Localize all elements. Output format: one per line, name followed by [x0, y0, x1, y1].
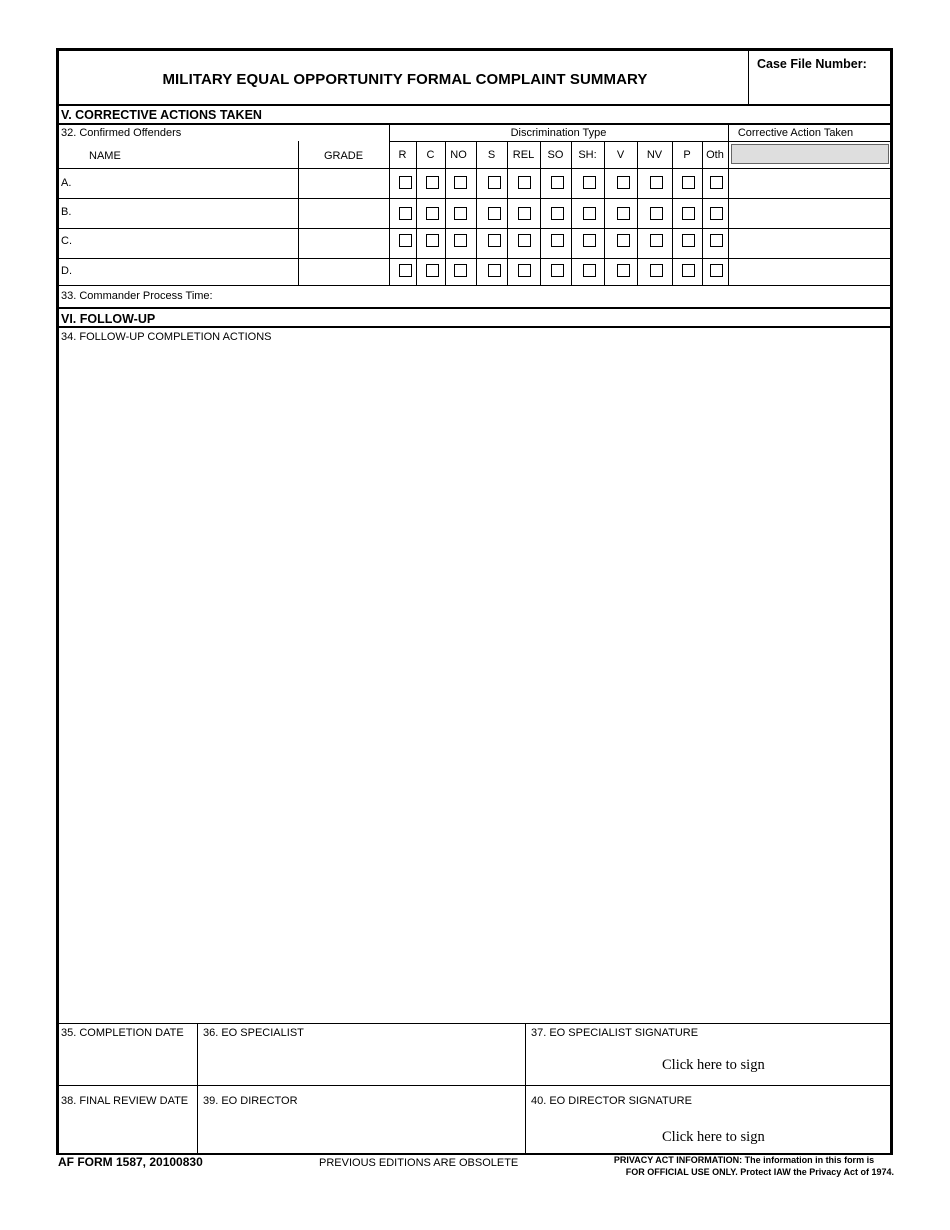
- discrimination-type-label: Discrimination Type: [510, 127, 607, 139]
- offender-name-input[interactable]: [78, 260, 296, 284]
- discrimination-checkbox-rel[interactable]: [518, 234, 531, 247]
- commander-process-time-label: 33. Commander Process Time:: [61, 290, 213, 302]
- eo-specialist-input[interactable]: [200, 1043, 523, 1083]
- offender-row-label-b: B.: [61, 206, 72, 218]
- final-review-date-input[interactable]: [60, 1111, 195, 1153]
- discrimination-checkbox-p[interactable]: [682, 176, 695, 189]
- completion-date-label: 35. COMPLETION DATE: [61, 1027, 184, 1039]
- discrimination-checkbox-c[interactable]: [426, 207, 439, 220]
- corrective-action-input[interactable]: [730, 230, 889, 257]
- form-number: AF FORM 1587, 20100830: [58, 1155, 203, 1169]
- corrective-action-input[interactable]: [730, 200, 889, 227]
- discrimination-checkbox-r[interactable]: [399, 176, 412, 189]
- previous-editions-notice: PREVIOUS EDITIONS ARE OBSOLETE: [319, 1157, 519, 1169]
- offender-grade-input[interactable]: [300, 200, 388, 227]
- discrimination-checkbox-s[interactable]: [488, 176, 501, 189]
- discrimination-checkbox-no[interactable]: [454, 264, 467, 277]
- eo-specialist-label: 36. EO SPECIALIST: [203, 1027, 304, 1039]
- discrimination-checkbox-r[interactable]: [399, 264, 412, 277]
- privacy-act-line-2: FOR OFFICIAL USE ONLY. Protect IAW the Privacy Act of 1974.: [625, 1167, 894, 1177]
- section-vi-heading: VI. FOLLOW-UP: [61, 312, 156, 326]
- discrimination-checkbox-s[interactable]: [488, 234, 501, 247]
- follow-up-actions-textarea[interactable]: [60, 346, 889, 1020]
- discrimination-checkbox-rel[interactable]: [518, 176, 531, 189]
- offender-grade-input[interactable]: [300, 260, 388, 284]
- type-header-s: S: [487, 149, 496, 161]
- discrimination-checkbox-nv[interactable]: [650, 234, 663, 247]
- offender-name-input[interactable]: [78, 170, 296, 197]
- follow-up-actions-label: 34. FOLLOW-UP COMPLETION ACTIONS: [61, 331, 272, 343]
- type-header-rel: REL: [512, 149, 535, 161]
- discrimination-checkbox-rel[interactable]: [518, 207, 531, 220]
- discrimination-checkbox-so[interactable]: [551, 176, 564, 189]
- form-title: MILITARY EQUAL OPPORTUNITY FORMAL COMPLAINT SUMMARY: [162, 71, 648, 88]
- discrimination-checkbox-r[interactable]: [399, 207, 412, 220]
- discrimination-checkbox-so[interactable]: [551, 207, 564, 220]
- discrimination-checkbox-sh[interactable]: [583, 207, 596, 220]
- discrimination-checkbox-nv[interactable]: [650, 207, 663, 220]
- case-file-label: Case File Number:: [757, 57, 867, 71]
- confirmed-offenders-label: 32. Confirmed Offenders: [61, 127, 182, 139]
- type-header-r: R: [398, 149, 407, 161]
- corrective-action-input[interactable]: [730, 170, 889, 197]
- corrective-action-input[interactable]: [730, 260, 889, 284]
- eo-director-signature-label: 40. EO DIRECTOR SIGNATURE: [531, 1095, 692, 1107]
- type-header-oth: Oth: [706, 149, 724, 161]
- discrimination-checkbox-oth[interactable]: [710, 176, 723, 189]
- discrimination-checkbox-sh[interactable]: [583, 264, 596, 277]
- final-review-date-label: 38. FINAL REVIEW DATE: [61, 1095, 189, 1107]
- eo-director-sign-button[interactable]: Click here to sign: [662, 1129, 765, 1145]
- discrimination-checkbox-no[interactable]: [454, 234, 467, 247]
- eo-director-input[interactable]: [200, 1111, 523, 1153]
- name-column-header: NAME: [89, 150, 121, 162]
- corrective-action-header-field[interactable]: [731, 144, 889, 164]
- discrimination-checkbox-so[interactable]: [551, 234, 564, 247]
- discrimination-checkbox-v[interactable]: [617, 176, 630, 189]
- offender-row-label-a: A.: [61, 177, 72, 189]
- discrimination-checkbox-sh[interactable]: [583, 176, 596, 189]
- section-v-heading: V. CORRECTIVE ACTIONS TAKEN: [61, 108, 262, 122]
- type-header-nv: NV: [646, 149, 663, 161]
- discrimination-checkbox-nv[interactable]: [650, 264, 663, 277]
- completion-date-input[interactable]: [60, 1043, 195, 1083]
- discrimination-checkbox-v[interactable]: [617, 234, 630, 247]
- type-header-so: SO: [547, 149, 564, 161]
- discrimination-checkbox-p[interactable]: [682, 234, 695, 247]
- discrimination-checkbox-rel[interactable]: [518, 264, 531, 277]
- type-header-no: NO: [450, 149, 467, 161]
- type-header-c: C: [426, 149, 435, 161]
- discrimination-checkbox-no[interactable]: [454, 176, 467, 189]
- discrimination-checkbox-sh[interactable]: [583, 234, 596, 247]
- discrimination-checkbox-oth[interactable]: [710, 264, 723, 277]
- type-header-v: V: [616, 149, 625, 161]
- discrimination-checkbox-p[interactable]: [682, 264, 695, 277]
- corrective-action-label: Corrective Action Taken: [737, 127, 854, 139]
- eo-specialist-signature-label: 37. EO SPECIALIST SIGNATURE: [531, 1027, 699, 1039]
- grade-column-header: GRADE: [323, 150, 364, 162]
- discrimination-checkbox-v[interactable]: [617, 264, 630, 277]
- discrimination-checkbox-c[interactable]: [426, 264, 439, 277]
- offender-row-label-c: C.: [61, 235, 72, 247]
- offender-name-input[interactable]: [78, 200, 296, 227]
- discrimination-checkbox-oth[interactable]: [710, 234, 723, 247]
- discrimination-checkbox-no[interactable]: [454, 207, 467, 220]
- discrimination-checkbox-so[interactable]: [551, 264, 564, 277]
- offender-name-input[interactable]: [78, 230, 296, 257]
- type-header-sh: SH:: [578, 149, 597, 161]
- discrimination-checkbox-c[interactable]: [426, 176, 439, 189]
- commander-process-time-input[interactable]: [220, 287, 888, 306]
- offender-grade-input[interactable]: [300, 170, 388, 197]
- discrimination-checkbox-c[interactable]: [426, 234, 439, 247]
- eo-specialist-sign-button[interactable]: Click here to sign: [662, 1057, 765, 1073]
- discrimination-checkbox-s[interactable]: [488, 207, 501, 220]
- discrimination-checkbox-v[interactable]: [617, 207, 630, 220]
- type-header-p: P: [683, 149, 691, 161]
- offender-grade-input[interactable]: [300, 230, 388, 257]
- offender-row-label-d: D.: [61, 265, 72, 277]
- privacy-act-line-1: PRIVACY ACT INFORMATION: The information in this form is: [613, 1155, 875, 1165]
- discrimination-checkbox-r[interactable]: [399, 234, 412, 247]
- case-file-input[interactable]: [752, 74, 888, 104]
- discrimination-checkbox-s[interactable]: [488, 264, 501, 277]
- eo-director-label: 39. EO DIRECTOR: [203, 1095, 298, 1107]
- discrimination-checkbox-oth[interactable]: [710, 207, 723, 220]
- discrimination-checkbox-p[interactable]: [682, 207, 695, 220]
- discrimination-checkbox-nv[interactable]: [650, 176, 663, 189]
